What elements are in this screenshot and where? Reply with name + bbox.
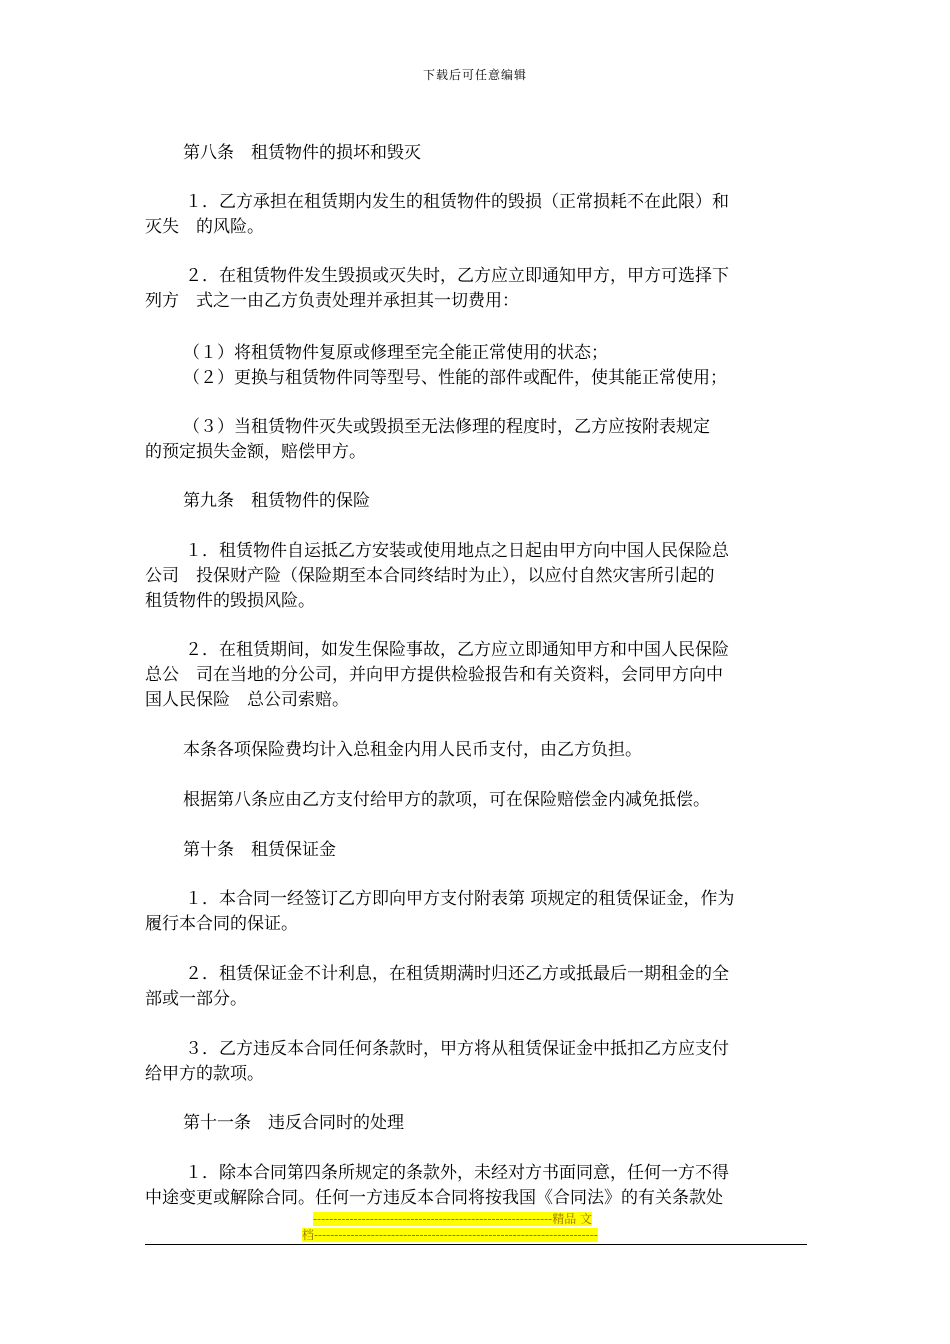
footer-divider	[145, 1244, 807, 1245]
paragraph-line: 中途变更或解除合同。任何一方违反本合同将按我国《合同法》的有关条款处	[145, 1188, 723, 1208]
paragraph-line: 根据第八条应由乙方支付给甲方的款项，可在保险赔偿金内减免抵偿。	[183, 790, 710, 810]
article-9-title: 第九条 租赁物件的保险	[183, 491, 370, 511]
paragraph-line: 灭失 的风险。	[145, 217, 264, 237]
footer-watermark-line-2: 档----------------------------------------------------------------------	[302, 1228, 598, 1242]
paragraph-line: 履行本合同的保证。	[145, 914, 298, 934]
paragraph-line: 部或一部分。	[145, 989, 247, 1009]
paragraph-line: ２．在租赁物件发生毁损或灭失时，乙方应立即通知甲方，甲方可选择下	[185, 266, 729, 286]
list-item: （２）更换与租赁物件同等型号、性能的部件或配件，使其能正常使用；	[183, 368, 727, 388]
paragraph-line: ２．租赁保证金不计利息，在租赁期满时归还乙方或抵最后一期租金的全	[185, 964, 729, 984]
paragraph-line: 总公 司在当地的分公司，并向甲方提供检验报告和有关资料，会同甲方向中	[145, 665, 723, 685]
page-header: 下载后可任意编辑	[422, 68, 527, 82]
paragraph-line: 本条各项保险费均计入总租金内用人民币支付，由乙方负担。	[183, 740, 642, 760]
article-11-title: 第十一条 违反合同时的处理	[183, 1113, 404, 1133]
paragraph-line: ２．在租赁期间，如发生保险事故，乙方应立即通知甲方和中国人民保险	[185, 640, 729, 660]
list-item: （１）将租赁物件复原或修理至完全能正常使用的状态；	[183, 343, 608, 363]
paragraph-line: 列方 式之一由乙方负责处理并承担其一切费用：	[145, 291, 519, 311]
paragraph-line: 给甲方的款项。	[145, 1064, 264, 1084]
article-10-title: 第十条 租赁保证金	[183, 840, 336, 860]
paragraph-line: 租赁物件的毁损风险。	[145, 591, 315, 611]
paragraph-line: 国人民保险 总公司索赔。	[145, 690, 349, 710]
paragraph-line: 的预定损失金额，赔偿甲方。	[145, 442, 366, 462]
paragraph-line: ３．乙方违反本合同任何条款时，甲方将从租赁保证金中抵扣乙方应支付	[185, 1039, 729, 1059]
paragraph-line: １．租赁物件自运抵乙方安装或使用地点之日起由甲方向中国人民保险总	[185, 541, 729, 561]
article-8-title: 第八条 租赁物件的损坏和毁灭	[183, 143, 421, 163]
footer-watermark-line-1: -----------------------------------------------------------精品 文	[313, 1212, 593, 1226]
list-item: （３）当租赁物件灭失或毁损至无法修理的程度时，乙方应按附表规定	[183, 417, 710, 437]
paragraph-line: 公司 投保财产险（保险期至本合同终结时为止），以应付自然灾害所引起的	[145, 566, 715, 586]
paragraph-line: １．乙方承担在租赁期内发生的租赁物件的毁损（正常损耗不在此限）和	[185, 192, 729, 212]
paragraph-line: １．本合同一经签订乙方即向甲方支付附表第 项规定的租赁保证金，作为	[185, 889, 735, 909]
paragraph-line: １．除本合同第四条所规定的条款外，未经对方书面同意，任何一方不得	[185, 1163, 729, 1183]
